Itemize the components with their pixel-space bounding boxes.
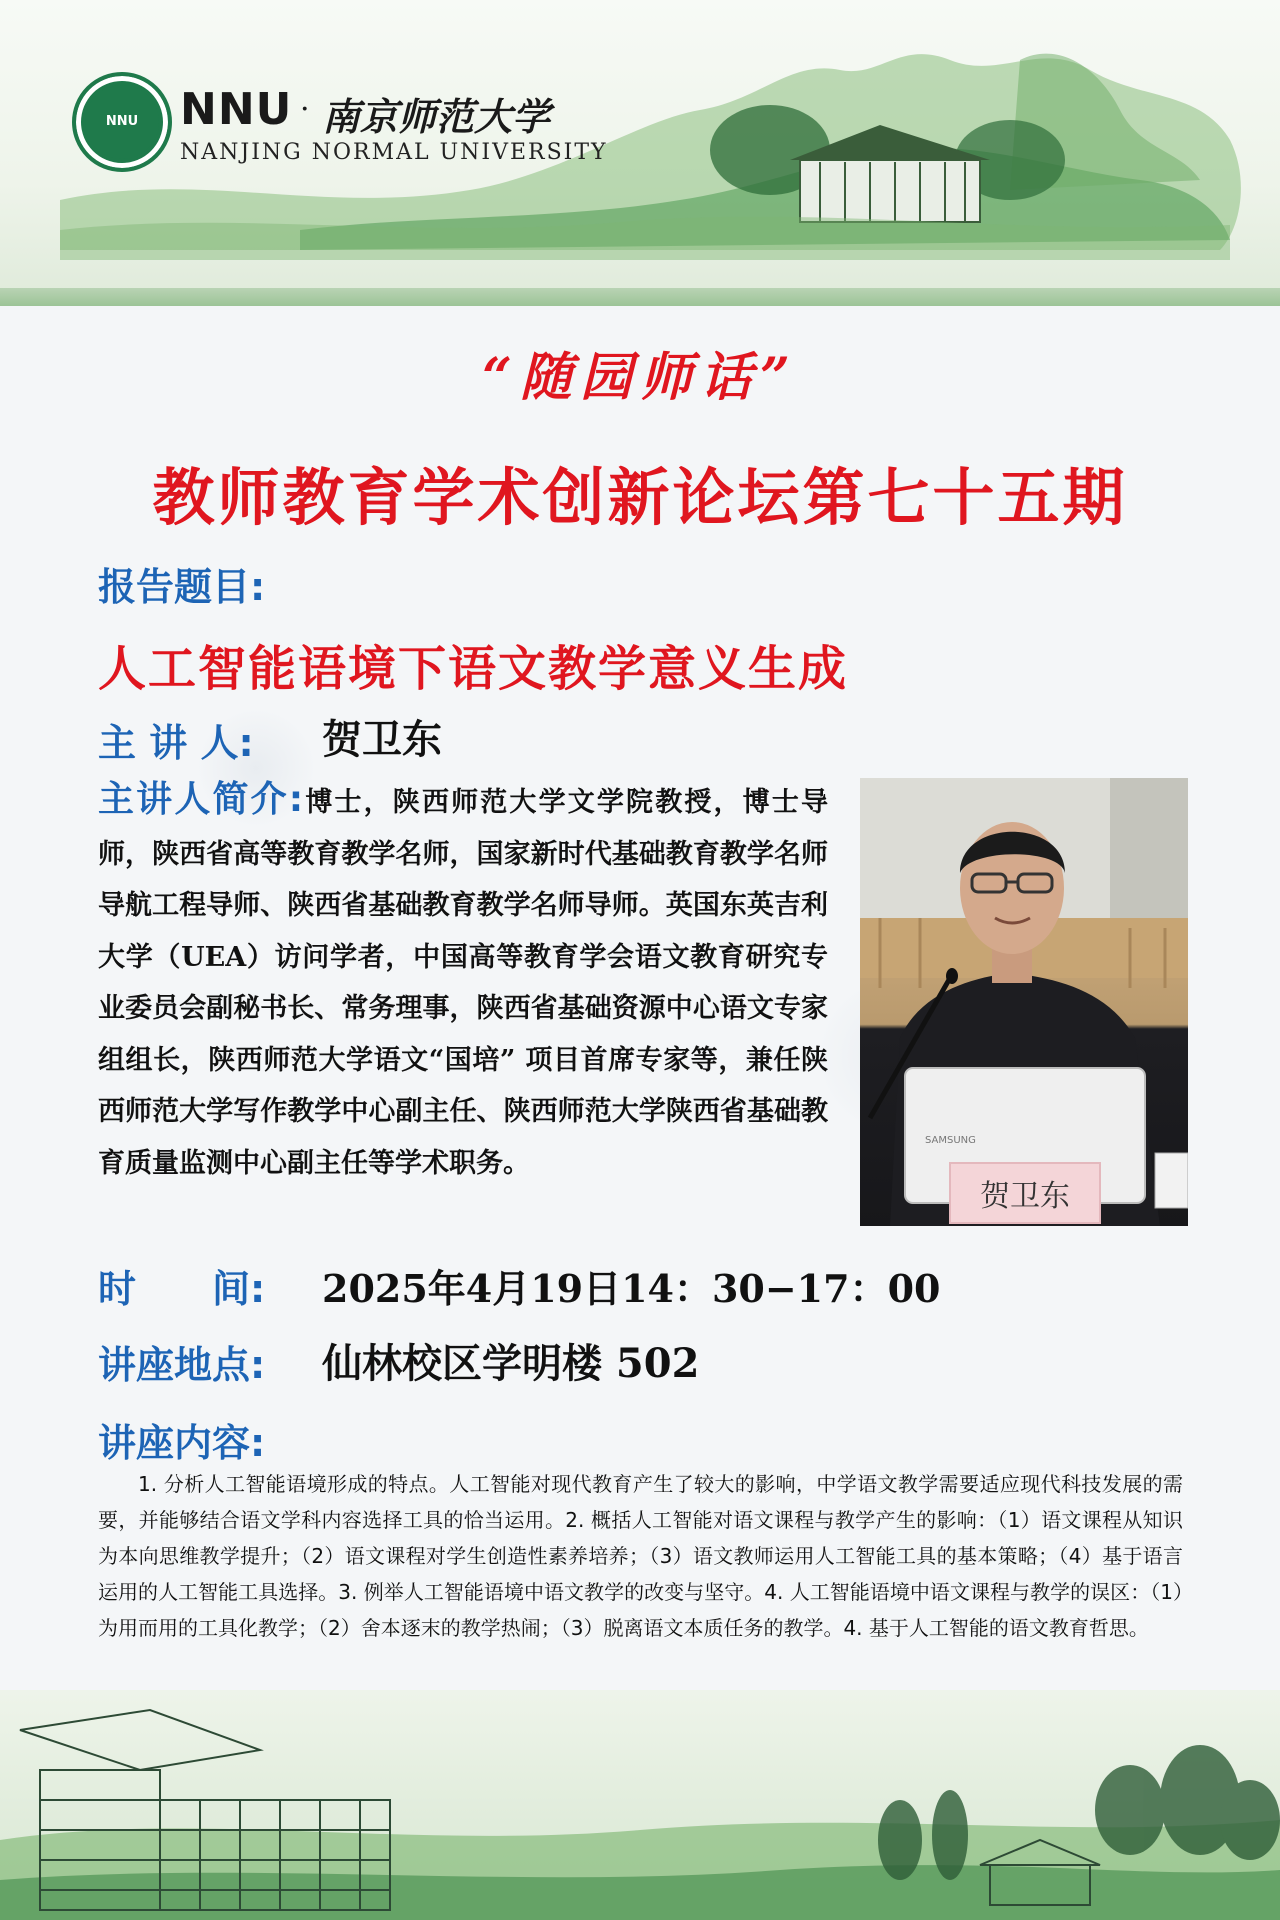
report-title: 人工智能语境下语文教学意义生成: [98, 641, 849, 697]
forum-title: 教师教育学术创新论坛第七十五期: [152, 461, 1128, 534]
bio-label: 主讲人简介:: [98, 779, 304, 820]
seal-text: NNU: [105, 114, 139, 129]
logo-english-name: NANJING NORMAL UNIVERSITY: [180, 140, 608, 165]
header-divider-band: [0, 288, 1280, 306]
report-label: 报告题目:: [98, 565, 266, 609]
time-value: 2025年4月19日14：30−17：00: [322, 1266, 941, 1311]
series-title: “随园师话”: [482, 347, 798, 408]
laptop-brand: SAMSUNG: [925, 1135, 976, 1146]
footer-banner: [0, 1690, 1280, 1920]
lecture-content: 1. 分析人工智能语境形成的特点。人工智能对现代教育产生了较大的影响，中学语文教学需要适应现代科技发展的需要，并能够结合语文学科内容选择工具的恰当运用。2. 概括人工智能对语文课程与教学产生的影响：（1）语文课程从知识为本向思维教学提升；（2）语文课程对学生创造性素养培养；（3）语文教师运用人工智能工具的基本策略；（4）基于语言运用的人工智能工具选择。3. 例举人工智能语境中语文教学的改变与坚守。4. 人工智能语境中语文课程与教学的误区：（1）为用而用的工具化教学；（2）舍本逐末的教学热闹；（3）脱离语文本质任务的教学。4. 基于人工智能的语文教育哲思。: [98, 1472, 1183, 1640]
header-banner: [0, 0, 1280, 305]
content-label: 讲座内容:: [98, 1421, 266, 1465]
logo-chinese-name: 南京师范大学: [322, 94, 551, 139]
campus-building-illustration: [0, 1690, 1280, 1920]
speaker-photo: [860, 778, 1188, 1226]
time-label: 时 间:: [98, 1267, 266, 1311]
bio-text: 博士，陕西师范大学文学院教授，博士导师，陕西省高等教育教学名师，国家新时代基础教育教学名师导航工程导师、陕西省基础教育教学名师导师。英国东英吉利大学（UEA）访问学者，中国高等教育学会语文教育研究专业委员会副秘书长、常务理事，陕西省基础资源中心语文专家组组长，陕西师范大学语文“国培” 项目首席专家等，兼任陕西师范大学写作教学中心副主任、陕西师范大学陕西省基础教育质量监测中心副主任等学术职务。: [98, 787, 828, 1179]
location-label: 讲座地点:: [98, 1343, 266, 1387]
speaker-photo-illustration: [860, 778, 1188, 1226]
logo-separator: ·: [300, 92, 310, 127]
speaker-label: 主 讲 人:: [98, 721, 254, 765]
speaker-bio: [98, 774, 828, 1189]
university-seal-logo: [72, 72, 172, 172]
nameplate-text: 贺卫东: [980, 1179, 1070, 1214]
logo-nnu: NNU: [180, 84, 293, 135]
speaker-name: 贺卫东: [322, 716, 442, 763]
location-value: 仙林校区学明楼 502: [322, 1340, 700, 1387]
